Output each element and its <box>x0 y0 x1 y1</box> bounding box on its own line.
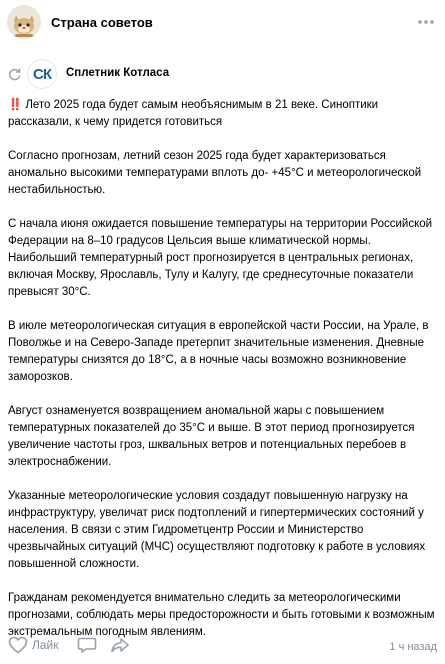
share-button[interactable] <box>110 636 130 654</box>
repost-source <box>0 56 445 92</box>
post-footer <box>0 632 445 660</box>
paragraph: С начала июня ожидается повышение температуры на территории Российской Федерации на 8–10 градусов Цельсия выше климатической нормы. Наибольший температурный рост прогнозируется в центральных регионах, включая Москву, Ярославль, Тулу и Калугу, где среднесуточные показатели превысят 30°С. <box>8 218 433 298</box>
like-button[interactable] <box>8 636 59 654</box>
paragraph <box>8 97 438 131</box>
cat-avatar-icon <box>7 5 41 39</box>
paragraph: Август ознаменуется возвращением аномальной жары с повышением температурных показателей до 35°C и выше. В этот период прогнозируется увеличение частоты гроз, шквальных ветров и потенциальных перебоев в электроснабжении. <box>8 405 415 468</box>
heart-icon <box>8 636 28 654</box>
comment-button[interactable] <box>77 636 97 654</box>
double-exclamation-icon: ‼️ <box>8 99 23 111</box>
comment-icon <box>77 636 97 654</box>
more-horizontal-icon <box>417 19 435 25</box>
post-header <box>0 0 445 44</box>
more-options-button[interactable] <box>415 11 437 33</box>
author-avatar[interactable] <box>7 5 41 39</box>
post-text <box>8 97 438 641</box>
paragraph-text: Лето 2025 года будет самым необъяснимым в 21 веке. Синоптики рассказали, к чему придется готовиться <box>8 99 379 128</box>
author-name[interactable]: Страна советов <box>51 15 153 30</box>
post-timestamp[interactable]: 1 ч назад <box>389 641 437 653</box>
paragraph: Указанные метеорологические условия создадут повышенную нагрузку на инфраструктуру, увеличат риск подтоплений и гипертермических состояний у населения. В связи с этим Гидрометцентр России и Министерство чрезвычайных ситуаций (МЧС) осуществляют подготовку к работе в условиях повышенной сложности. <box>8 490 426 570</box>
source-avatar-letters: СК <box>33 65 51 83</box>
paragraph: В июле метеорологическая ситуация в европейской части России, на Урале, в Поволжье и на Северо-Западе претерпит значительные изменения. Дневные температуры снизятся до 18°C, а в ночные часы возможно возникновение заморозков. <box>8 320 429 383</box>
paragraph: Гражданам рекомендуется внимательно следить за метеорологическими прогнозами, соблюдать меры предосторожности и быть готовыми к возможным экстремальным погодным явлениям. <box>8 592 435 638</box>
source-name[interactable]: Сплетник Котласа <box>66 67 170 79</box>
share-icon <box>110 636 130 654</box>
like-label: Лайк <box>32 638 59 652</box>
repost-icon <box>8 67 22 81</box>
source-avatar[interactable] <box>27 59 57 89</box>
paragraph: Согласно прогнозам, летний сезон 2025 года будет характеризоваться аномально высокими температурами вплоть до- +45°C и метеорологической нестабильностью. <box>8 150 422 196</box>
